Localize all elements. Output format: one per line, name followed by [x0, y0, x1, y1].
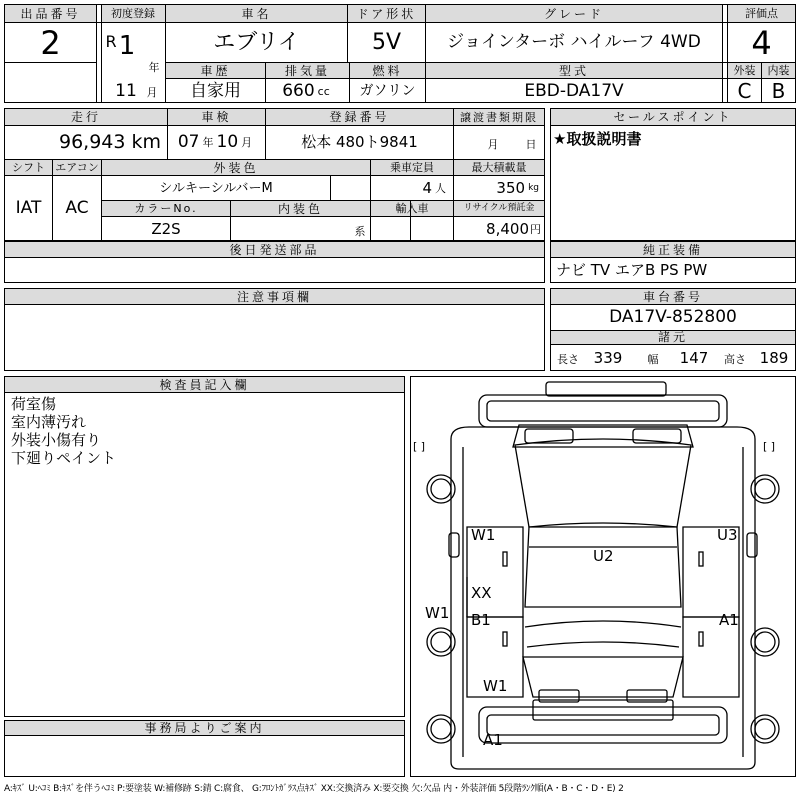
- width: 147: [679, 348, 709, 367]
- sales-point-text: ★取扱説明書: [553, 129, 642, 148]
- lot-no: 2: [40, 23, 61, 62]
- load-unit: kg: [528, 182, 539, 193]
- era: R: [105, 32, 117, 51]
- inspector-label: 検査員記入欄: [159, 377, 250, 392]
- era-year: 1: [118, 31, 136, 61]
- inspection-month: 10: [216, 132, 239, 152]
- displacement: 660: [282, 80, 315, 101]
- capacity-value: [371, 176, 453, 200]
- legend: A:ｷｽﾞ U:ﾍｺﾐ B:ｷｽﾞを伴うﾍｺﾐ P:要塗装 W:補修跡 S:錆 C:腐食、 G:ﾌﾛﾝﾄｶﾞﾗｽ点ｷｽﾞ XX:交換済み X:要交換 欠:欠品 内・外装評価 5段階ﾗﾝｸ順(A・B・C・D・E) 2: [4, 784, 624, 794]
- model: EBD-DA17V: [524, 80, 624, 101]
- later-parts-label: 後日発送部品: [229, 242, 320, 257]
- damage-mark: A1: [483, 731, 503, 749]
- score: 4: [751, 23, 772, 62]
- length: 339: [593, 348, 623, 367]
- mileage-unit: km: [131, 131, 161, 153]
- chassis-label: 車台番号: [642, 289, 703, 304]
- shift-label: シフト: [12, 161, 45, 174]
- inspector-notes: [11, 395, 116, 467]
- capacity: 4: [422, 178, 432, 197]
- interior-score: B: [771, 79, 786, 103]
- capacity-unit: 人: [435, 181, 446, 195]
- damage-mark: W1: [425, 604, 450, 622]
- lot-no-label: 出品番号: [20, 6, 81, 21]
- shift: IAT: [15, 198, 42, 218]
- length-label: 長さ: [557, 352, 579, 366]
- history-label: 車歴: [200, 63, 231, 78]
- recycle-label: リサイクル預託金: [463, 203, 535, 213]
- inspector-note: 下廻りペイント: [11, 449, 117, 467]
- bracket-right: [ ]: [763, 440, 776, 453]
- displacement-unit: cc: [317, 84, 330, 98]
- bracket-left: [ ]: [413, 440, 426, 453]
- transfer-month-unit: 月: [487, 137, 499, 151]
- int-color-label: 内装色: [277, 201, 323, 216]
- damage-mark: W1: [471, 526, 496, 544]
- office-label: 事務局よりご案内: [144, 721, 265, 735]
- ac: AC: [65, 198, 89, 218]
- load-label: 最大積載量: [471, 161, 527, 174]
- door-label: ドア形状: [356, 6, 417, 21]
- width-label: 幅: [647, 352, 659, 366]
- inspection-year-unit: 年: [202, 136, 214, 149]
- plate: 松本 480ト9841: [301, 133, 418, 151]
- first-reg-label: 初度登録: [111, 7, 155, 20]
- height-label: 高さ: [724, 352, 746, 366]
- exterior-score: C: [737, 79, 752, 103]
- damage-mark: A1: [719, 611, 739, 629]
- history: 自家用: [190, 80, 241, 101]
- fuel-label: 燃料: [372, 63, 403, 78]
- model-label: 型式: [558, 63, 589, 78]
- recycle: 8,400: [486, 219, 529, 238]
- score-label: 評価点: [745, 7, 778, 20]
- inspection-year: 07: [177, 132, 200, 152]
- damage-mark: XX: [471, 584, 492, 602]
- car-name: エブリイ: [213, 29, 300, 55]
- damage-mark: U2: [593, 547, 614, 565]
- color-no: Z2S: [151, 219, 181, 238]
- grade: ジョインターボ ハイルーフ 4WD: [447, 32, 701, 52]
- damage-mark: W1: [483, 677, 508, 695]
- notes-label: 注意事項欄: [236, 289, 312, 304]
- inspection-label: 車検: [201, 110, 232, 124]
- recycle-value: [454, 217, 544, 241]
- mileage-value: [5, 126, 167, 159]
- inspection-value: [168, 126, 265, 159]
- displacement-label: 排気量: [284, 63, 330, 78]
- color-no-label: カラーNo.: [134, 202, 198, 215]
- ext-color: シルキーシルバーM: [159, 180, 273, 196]
- inspector-note: 外装小傷有り: [11, 431, 102, 449]
- reg-month: 11: [115, 80, 137, 101]
- inspector-note: 室内薄汚れ: [11, 413, 87, 431]
- year-unit: 年: [148, 60, 160, 74]
- displacement-value: [266, 79, 349, 103]
- inspection-month-unit: 月: [241, 136, 253, 149]
- transfer-label: 譲渡書類期限: [460, 110, 538, 124]
- dims-label: 諸元: [657, 330, 688, 344]
- fuel: ガソリン: [359, 83, 416, 99]
- car-outline: [411, 377, 795, 776]
- interior-label: 内装: [767, 64, 790, 77]
- ext-color-label: 外装色: [213, 160, 259, 175]
- month-unit: 月: [146, 85, 158, 99]
- mileage-label: 走行: [70, 110, 101, 124]
- transfer-day-unit: 日: [525, 137, 537, 151]
- car-diagram: [410, 376, 796, 777]
- damage-mark: B1: [471, 611, 491, 629]
- recycle-unit: 円: [530, 222, 541, 236]
- capacity-label: 乗車定員: [390, 161, 434, 174]
- grade-label: グレード: [543, 6, 604, 21]
- equipment: ナビ TV エアB PS PW: [556, 261, 708, 279]
- int-color-unit: 系: [354, 224, 366, 238]
- inspector-note: 荷室傷: [11, 395, 57, 413]
- door: 5V: [371, 29, 402, 55]
- load: 350: [496, 178, 526, 197]
- mileage: 96,943: [59, 131, 126, 153]
- ac-label: エアコン: [55, 161, 99, 174]
- chassis-number: DA17V-852800: [609, 307, 737, 327]
- height: 189: [759, 348, 789, 367]
- damage-mark: U3: [717, 526, 738, 544]
- car-name-label: 車名: [241, 6, 272, 21]
- import-label: 輸入車: [395, 202, 429, 215]
- equipment-label: 純正装備: [642, 242, 703, 257]
- sales-point-label: セールスポイント: [613, 110, 733, 124]
- exterior-label: 外装: [733, 64, 756, 77]
- sales-point-block: [550, 108, 796, 241]
- load-value: [454, 176, 544, 200]
- plate-label: 登録番号: [329, 110, 390, 124]
